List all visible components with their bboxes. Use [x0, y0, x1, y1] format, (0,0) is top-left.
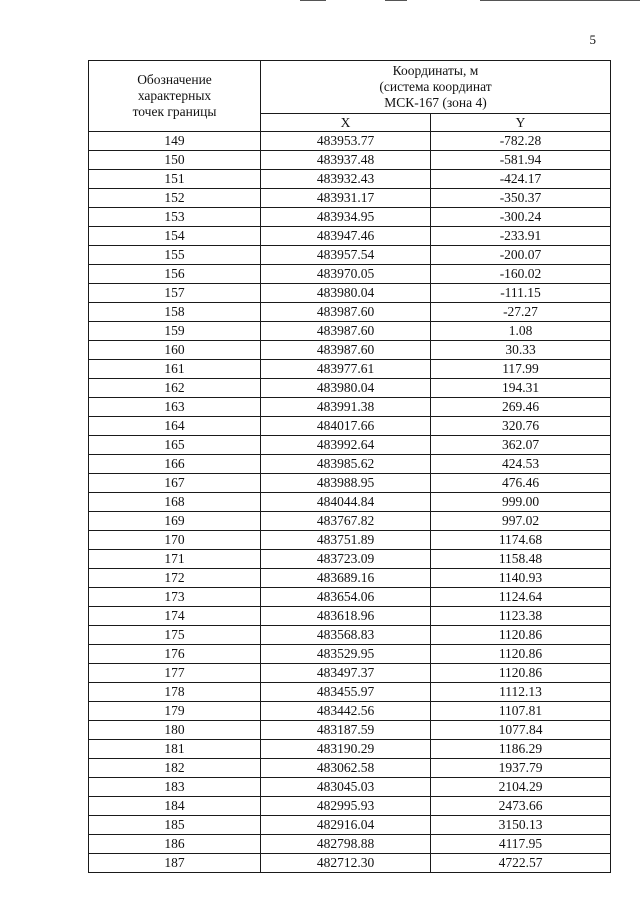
y-coordinate-cell: 1107.81 — [431, 702, 611, 721]
point-number-cell: 152 — [89, 189, 261, 208]
y-coordinate-cell: 997.02 — [431, 512, 611, 531]
table-row — [89, 588, 611, 607]
x-coordinate-cell: 482916.04 — [261, 816, 431, 835]
table-row — [89, 322, 611, 341]
table-row — [89, 550, 611, 569]
table-row — [89, 569, 611, 588]
x-coordinate-cell: 483689.16 — [261, 569, 431, 588]
table-row — [89, 398, 611, 417]
point-number-cell: 160 — [89, 341, 261, 360]
table-row — [89, 265, 611, 284]
x-coordinate-cell: 483529.95 — [261, 645, 431, 664]
table-row — [89, 455, 611, 474]
y-coordinate-cell: 1.08 — [431, 322, 611, 341]
x-coordinate-cell: 483977.61 — [261, 360, 431, 379]
y-coordinate-cell: 424.53 — [431, 455, 611, 474]
x-coordinate-cell: 483723.09 — [261, 550, 431, 569]
x-coordinate-cell: 483980.04 — [261, 379, 431, 398]
x-coordinate-cell: 483442.56 — [261, 702, 431, 721]
y-coordinate-cell: 1140.93 — [431, 569, 611, 588]
table-row — [89, 512, 611, 531]
table-row — [89, 284, 611, 303]
point-number-cell: 162 — [89, 379, 261, 398]
y-coordinate-cell: 476.46 — [431, 474, 611, 493]
top-scan-line-middle — [385, 0, 407, 1]
x-coordinate-cell: 483991.38 — [261, 398, 431, 417]
point-number-cell: 169 — [89, 512, 261, 531]
y-coordinate-cell: 30.33 — [431, 341, 611, 360]
point-number-cell: 155 — [89, 246, 261, 265]
table-row — [89, 702, 611, 721]
table-row — [89, 246, 611, 265]
y-coordinate-cell: 1174.68 — [431, 531, 611, 550]
point-number-cell: 159 — [89, 322, 261, 341]
point-number-cell: 186 — [89, 835, 261, 854]
table-row — [89, 341, 611, 360]
y-coordinate-cell: 4117.95 — [431, 835, 611, 854]
x-coordinate-cell: 483992.64 — [261, 436, 431, 455]
y-coordinate-cell: -782.28 — [431, 132, 611, 151]
x-coordinate-cell: 483934.95 — [261, 208, 431, 227]
x-coordinate-cell: 483190.29 — [261, 740, 431, 759]
table-header — [89, 61, 611, 132]
x-coordinate-cell: 483062.58 — [261, 759, 431, 778]
point-designation-header-text: Обозначение характерных точек границы — [132, 72, 217, 119]
point-number-cell: 173 — [89, 588, 261, 607]
point-number-cell: 150 — [89, 151, 261, 170]
table-row — [89, 208, 611, 227]
table-row — [89, 683, 611, 702]
point-number-cell: 163 — [89, 398, 261, 417]
point-number-cell: 151 — [89, 170, 261, 189]
point-number-cell: 179 — [89, 702, 261, 721]
table-row — [89, 645, 611, 664]
table-row — [89, 303, 611, 322]
y-coordinate-cell: 1077.84 — [431, 721, 611, 740]
table-row — [89, 816, 611, 835]
table-row — [89, 759, 611, 778]
table-row — [89, 854, 611, 873]
y-coordinate-cell: 4722.57 — [431, 854, 611, 873]
x-coordinate-cell: 483980.04 — [261, 284, 431, 303]
point-number-cell: 176 — [89, 645, 261, 664]
y-coordinate-cell: 194.31 — [431, 379, 611, 398]
y-coordinate-cell: 1937.79 — [431, 759, 611, 778]
y-coordinate-cell: 1120.86 — [431, 664, 611, 683]
point-number-cell: 180 — [89, 721, 261, 740]
point-number-cell: 185 — [89, 816, 261, 835]
x-coordinate-cell: 483932.43 — [261, 170, 431, 189]
table-row — [89, 835, 611, 854]
y-coordinate-cell: -300.24 — [431, 208, 611, 227]
y-coordinate-cell: 1120.86 — [431, 626, 611, 645]
table-row — [89, 360, 611, 379]
x-coordinate-cell: 482798.88 — [261, 835, 431, 854]
x-coordinate-cell: 483987.60 — [261, 303, 431, 322]
x-coordinate-cell: 483957.54 — [261, 246, 431, 265]
x-column-header: X — [261, 114, 431, 132]
y-coordinate-cell: 1158.48 — [431, 550, 611, 569]
x-coordinate-cell: 483987.60 — [261, 322, 431, 341]
x-coordinate-cell: 483455.97 — [261, 683, 431, 702]
y-coordinate-cell: 1124.64 — [431, 588, 611, 607]
table-row — [89, 227, 611, 246]
y-coordinate-cell: 1123.38 — [431, 607, 611, 626]
x-coordinate-cell: 483751.89 — [261, 531, 431, 550]
point-number-cell: 154 — [89, 227, 261, 246]
point-number-cell: 187 — [89, 854, 261, 873]
boundary-points-table — [88, 60, 611, 873]
table-row — [89, 607, 611, 626]
table-row — [89, 721, 611, 740]
point-number-cell: 156 — [89, 265, 261, 284]
x-coordinate-cell: 483947.46 — [261, 227, 431, 246]
coordinates-group-header-text: Координаты, м (система координат МСК-167 (зона 4) — [379, 63, 492, 110]
table-row — [89, 189, 611, 208]
x-coordinate-cell: 484044.84 — [261, 493, 431, 512]
table-row — [89, 493, 611, 512]
point-number-cell: 178 — [89, 683, 261, 702]
x-coordinate-cell: 483970.05 — [261, 265, 431, 284]
table-body — [89, 132, 611, 873]
x-coordinate-cell: 483497.37 — [261, 664, 431, 683]
point-number-cell: 172 — [89, 569, 261, 588]
point-designation-header — [89, 61, 261, 132]
top-scan-line-right — [480, 0, 640, 1]
y-coordinate-cell: 1186.29 — [431, 740, 611, 759]
point-number-cell: 181 — [89, 740, 261, 759]
point-number-cell: 183 — [89, 778, 261, 797]
x-coordinate-cell: 483045.03 — [261, 778, 431, 797]
table-row — [89, 797, 611, 816]
point-number-cell: 166 — [89, 455, 261, 474]
x-coordinate-cell: 483654.06 — [261, 588, 431, 607]
y-coordinate-cell: 117.99 — [431, 360, 611, 379]
table-row — [89, 132, 611, 151]
point-number-cell: 164 — [89, 417, 261, 436]
y-coordinate-cell: 269.46 — [431, 398, 611, 417]
table-row — [89, 170, 611, 189]
y-coordinate-cell: 1120.86 — [431, 645, 611, 664]
point-number-cell: 161 — [89, 360, 261, 379]
y-coordinate-cell: -27.27 — [431, 303, 611, 322]
table-row — [89, 778, 611, 797]
point-number-cell: 175 — [89, 626, 261, 645]
x-coordinate-cell: 484017.66 — [261, 417, 431, 436]
x-coordinate-cell: 483953.77 — [261, 132, 431, 151]
table-row — [89, 474, 611, 493]
x-coordinate-cell: 482995.93 — [261, 797, 431, 816]
x-coordinate-cell: 483187.59 — [261, 721, 431, 740]
point-number-cell: 157 — [89, 284, 261, 303]
point-number-cell: 167 — [89, 474, 261, 493]
table-row — [89, 151, 611, 170]
y-coordinate-cell: -581.94 — [431, 151, 611, 170]
y-coordinate-cell: -233.91 — [431, 227, 611, 246]
y-coordinate-cell: 2104.29 — [431, 778, 611, 797]
x-coordinate-cell: 483568.83 — [261, 626, 431, 645]
y-coordinate-cell: -350.37 — [431, 189, 611, 208]
x-coordinate-cell: 483937.48 — [261, 151, 431, 170]
x-coordinate-cell: 483987.60 — [261, 341, 431, 360]
point-number-cell: 170 — [89, 531, 261, 550]
x-coordinate-cell: 483767.82 — [261, 512, 431, 531]
y-coordinate-cell: -200.07 — [431, 246, 611, 265]
y-coordinate-cell: 2473.66 — [431, 797, 611, 816]
y-column-header: Y — [431, 114, 611, 132]
point-number-cell: 149 — [89, 132, 261, 151]
y-coordinate-cell: 1112.13 — [431, 683, 611, 702]
y-coordinate-cell: 3150.13 — [431, 816, 611, 835]
point-number-cell: 184 — [89, 797, 261, 816]
top-scan-line-left — [300, 0, 326, 1]
table-row — [89, 417, 611, 436]
y-coordinate-cell: -111.15 — [431, 284, 611, 303]
x-coordinate-cell: 483618.96 — [261, 607, 431, 626]
x-coordinate-cell: 483988.95 — [261, 474, 431, 493]
point-number-cell: 168 — [89, 493, 261, 512]
point-number-cell: 171 — [89, 550, 261, 569]
y-coordinate-cell: 999.00 — [431, 493, 611, 512]
point-number-cell: 158 — [89, 303, 261, 322]
x-coordinate-cell: 482712.30 — [261, 854, 431, 873]
point-number-cell: 177 — [89, 664, 261, 683]
coordinates-group-header — [261, 61, 611, 114]
table-row — [89, 664, 611, 683]
point-number-cell: 165 — [89, 436, 261, 455]
table-row — [89, 626, 611, 645]
table-row — [89, 379, 611, 398]
page-number: 5 — [589, 32, 596, 47]
table-row — [89, 436, 611, 455]
point-number-cell: 174 — [89, 607, 261, 626]
y-coordinate-cell: 362.07 — [431, 436, 611, 455]
y-coordinate-cell: -424.17 — [431, 170, 611, 189]
y-coordinate-cell: 320.76 — [431, 417, 611, 436]
point-number-cell: 153 — [89, 208, 261, 227]
y-coordinate-cell: -160.02 — [431, 265, 611, 284]
x-coordinate-cell: 483931.17 — [261, 189, 431, 208]
x-coordinate-cell: 483985.62 — [261, 455, 431, 474]
table-row — [89, 531, 611, 550]
point-number-cell: 182 — [89, 759, 261, 778]
table-row — [89, 740, 611, 759]
